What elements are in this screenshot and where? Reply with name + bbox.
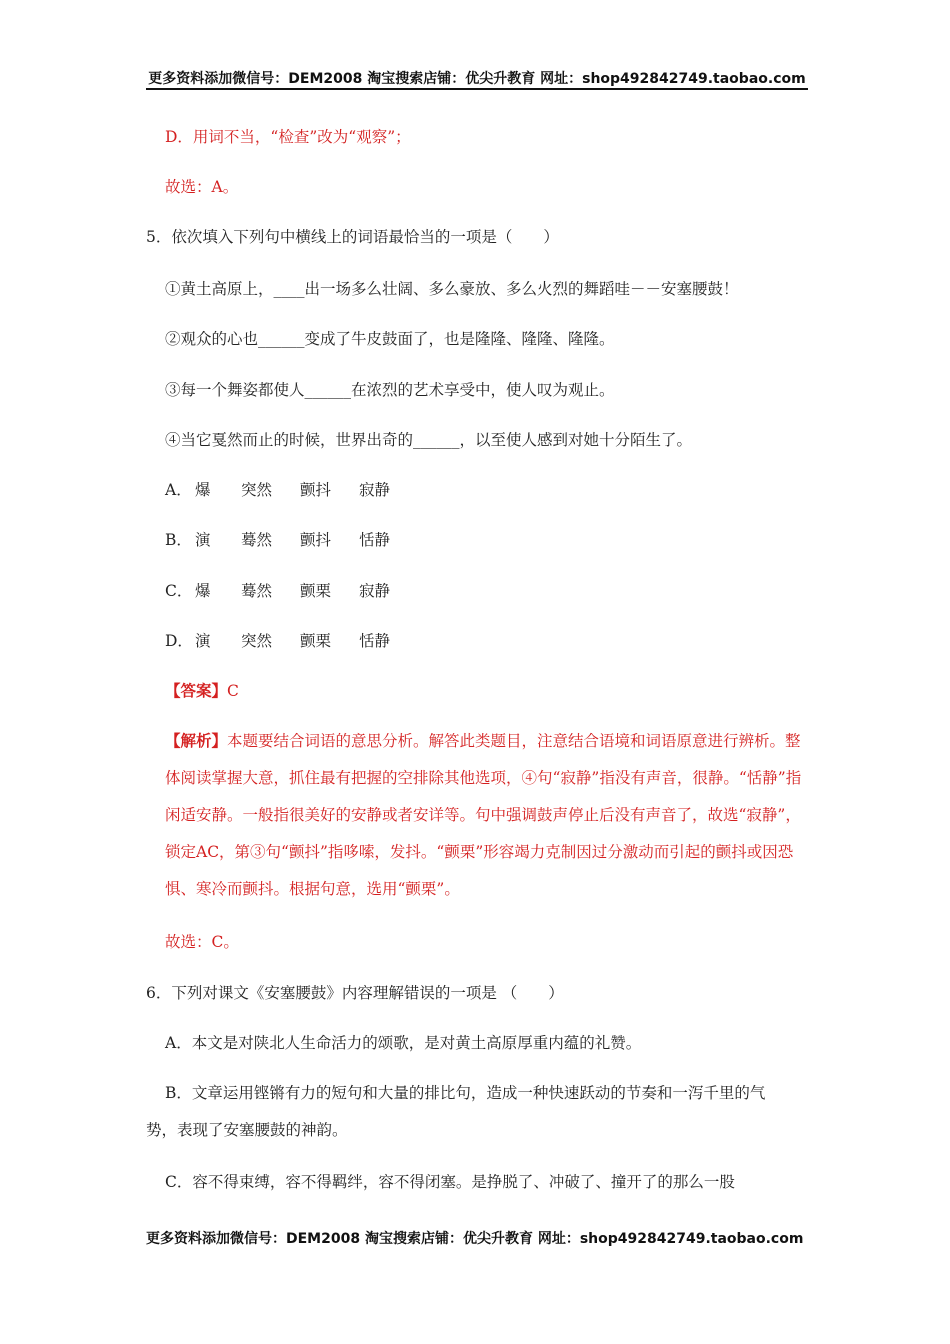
page-header: 更多资料添加微信号：DEM2008 淘宝搜索店铺：优尖升教育 网址：shop492842749.taobao.com bbox=[148, 71, 806, 87]
q5-analysis bbox=[165, 722, 805, 908]
q5-conclusion: 故选：C。 bbox=[165, 933, 239, 951]
q5-sentence-2: ②观众的心也______变成了牛皮鼓面了，也是隆隆、隆隆、隆隆。 bbox=[165, 330, 615, 348]
q6-option-a: A．本文是对陕北人生命活力的颂歌，是对黄土高原厚重内蕴的礼赞。 bbox=[165, 1034, 642, 1052]
q5-option-b bbox=[165, 529, 390, 551]
analysis-text: 本题要结合词语的意思分析。解答此类题目，注意结合语境和词语原意进行辨析。整体阅读掌握大意，抓住最有把握的空排除其他选项，④句“寂静”指没有声音，很静。“恬静”指闲适安静。一般指很美好的安静或者安详等。句中强调鼓声停止后没有声音了，故选“寂静”，锁定AC，第③句“颤抖”指哆嗦，发抖。“颤栗”形容竭力克制因过分激动而引起的颤抖或因恐惧、寒冷而颤抖。根据句意，选用“颤栗”。 bbox=[165, 732, 802, 898]
option-key: A． bbox=[165, 481, 192, 499]
option-word: 爆 bbox=[195, 582, 211, 600]
option-word: 蓦然 bbox=[241, 531, 273, 549]
option-key: D． bbox=[165, 632, 193, 650]
answer-tag: 【答案】 bbox=[165, 681, 228, 700]
option-word: 演 bbox=[195, 632, 211, 650]
option-word: 恬静 bbox=[359, 531, 391, 549]
q5-answer bbox=[165, 680, 239, 702]
q5-sentence-1: ①黄土高原上，____出一场多么壮阔、多么豪放、多么火烈的舞蹈哇－－安塞腰鼓！ bbox=[165, 280, 739, 298]
q5-option-a bbox=[165, 479, 390, 501]
q5-option-c bbox=[165, 580, 390, 602]
option-word: 突然 bbox=[241, 632, 273, 650]
q5-stem: 5．依次填入下列句中横线上的词语最恰当的一项是（ ） bbox=[146, 228, 559, 246]
q4-option-d-note: D．用词不当，“检查”改为“观察”； bbox=[165, 128, 411, 146]
analysis-tag: 【解析】 bbox=[165, 731, 228, 750]
option-word: 寂静 bbox=[359, 582, 391, 600]
option-word: 寂静 bbox=[359, 481, 391, 499]
option-word: 颤栗 bbox=[300, 582, 332, 600]
option-word: 颤抖 bbox=[300, 531, 332, 549]
option-word: 蓦然 bbox=[241, 582, 273, 600]
q5-sentence-4: ④当它戛然而止的时候，世界出奇的______，以至使人感到对她十分陌生了。 bbox=[165, 431, 693, 449]
q5-sentence-3: ③每一个舞姿都使人______在浓烈的艺术享受中，使人叹为观止。 bbox=[165, 381, 615, 399]
q6-stem: 6．下列对课文《安塞腰鼓》内容理解错误的一项是 （ ） bbox=[146, 984, 564, 1002]
page-footer: 更多资料添加微信号：DEM2008 淘宝搜索店铺：优尖升教育 网址：shop492842749.taobao.com bbox=[146, 1231, 804, 1247]
option-word: 突然 bbox=[241, 481, 273, 499]
q4-conclusion: 故选：A。 bbox=[165, 178, 239, 196]
option-key: C． bbox=[165, 582, 193, 600]
option-word: 恬静 bbox=[359, 632, 391, 650]
q6-option-b: B．文章运用铿锵有力的短句和大量的排比句，造成一种快速跃动的节奏和一泻千里的气势，表现了安塞腰鼓的神韵。 bbox=[146, 1084, 766, 1139]
answer-value: C bbox=[227, 682, 239, 700]
option-word: 颤栗 bbox=[300, 632, 332, 650]
header-divider bbox=[146, 88, 808, 90]
option-key: B． bbox=[165, 531, 192, 549]
q5-option-d bbox=[165, 630, 390, 652]
option-word: 演 bbox=[195, 531, 211, 549]
option-word: 爆 bbox=[195, 481, 211, 499]
q6-option-c: C．容不得束缚，容不得羁绊，容不得闭塞。是挣脱了、冲破了、撞开了的那么一股 bbox=[165, 1173, 735, 1191]
option-word: 颤抖 bbox=[300, 481, 332, 499]
